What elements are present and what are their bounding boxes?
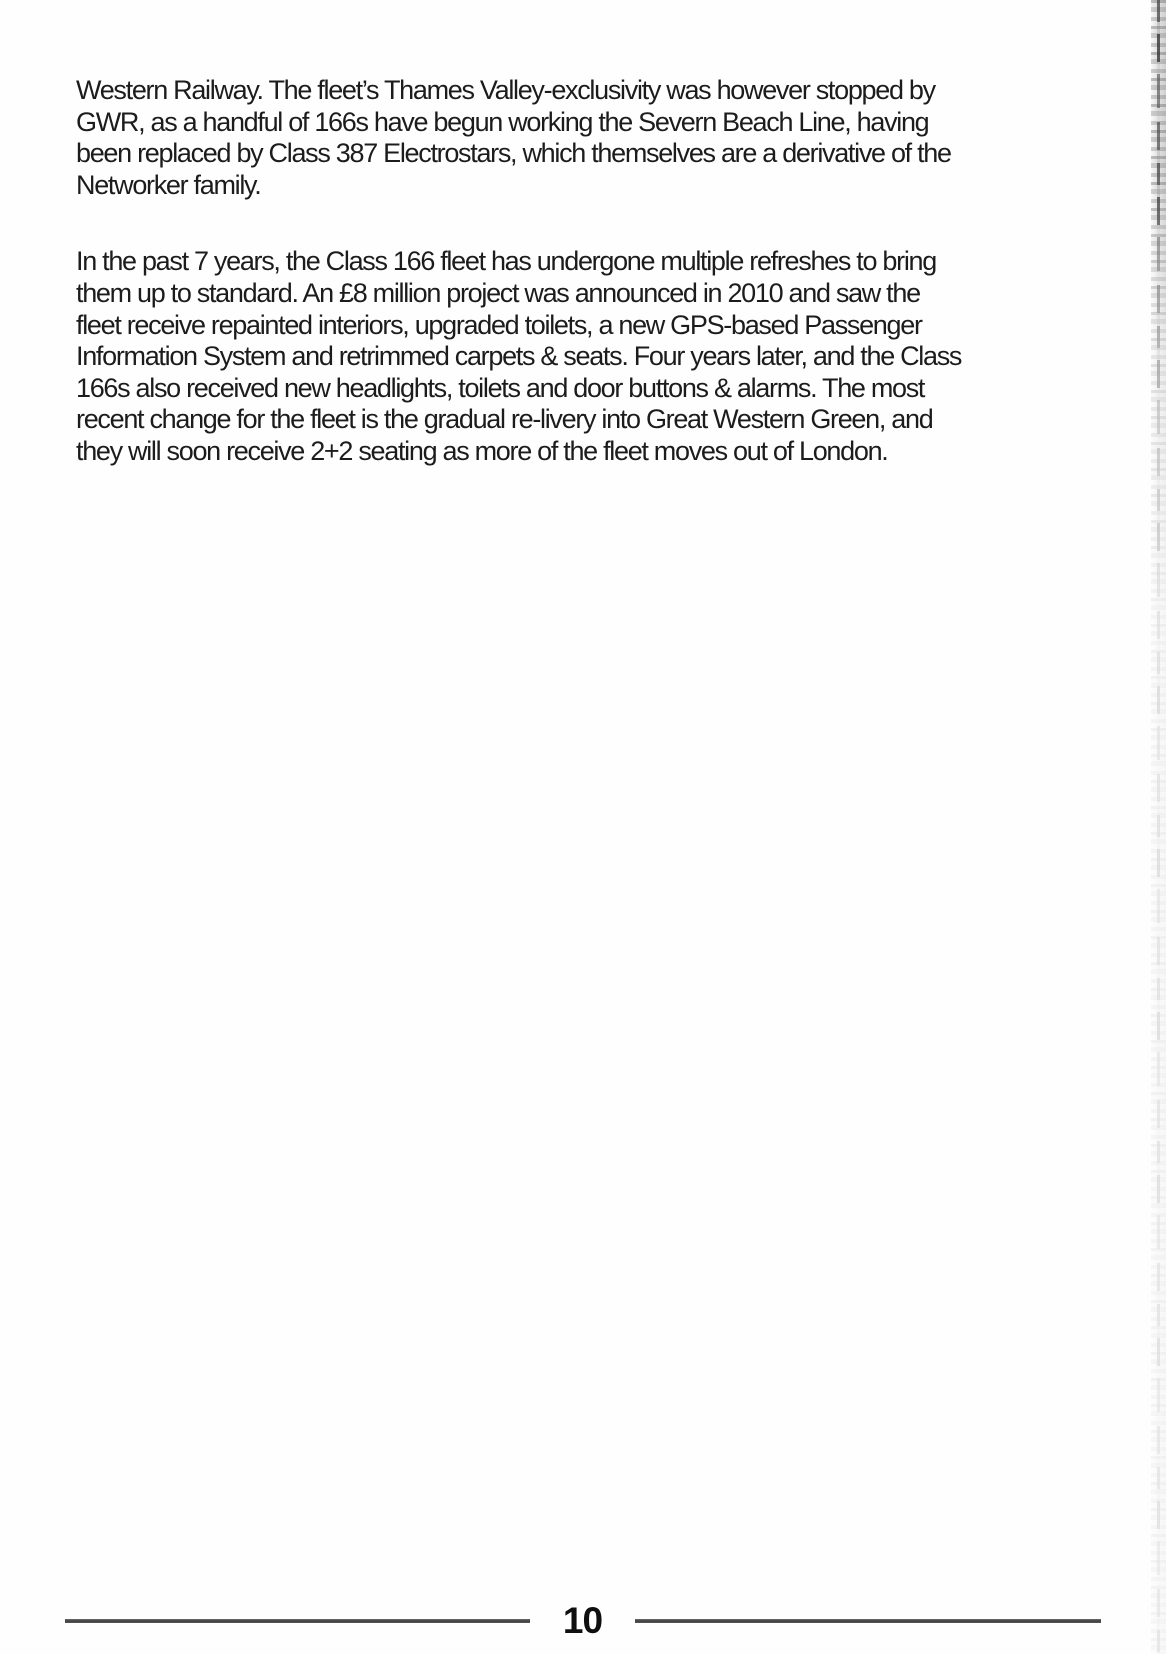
footer-rule-right [635,1619,1101,1623]
body-text [76,75,1096,468]
scan-crease-line [1157,0,1160,1654]
text-line: been replaced by Class 387 Electrostars, which themselves are a derivative of the [76,138,951,169]
paragraph-2 [76,246,1096,467]
page-number: 10 [562,1600,603,1641]
text-line: they will soon receive 2+2 seating as more of the fleet moves out of London. [76,435,888,466]
paragraph-1 [76,75,1096,201]
text-line: fleet receive repainted interiors, upgraded toilets, a new GPS-based Passenger [76,309,922,340]
text-line: them up to standard. An £8 million project was announced in 2010 and saw the [76,277,920,308]
footer-rule-left [65,1619,530,1623]
text-line: In the past 7 years, the Class 166 fleet has undergone multiple refreshes to bring [76,246,936,277]
text-line: 166s also received new headlights, toilets and door buttons & alarms. The most [76,372,925,403]
text-line: Networker family. [76,169,261,200]
page-footer [0,1598,1166,1644]
text-line: Western Railway. The fleet’s Thames Valley-exclusivity was however stopped by [76,75,935,105]
text-line: Information System and retrimmed carpets & seats. Four years later, and the Class [76,341,962,372]
scan-edge-texture [1151,0,1166,1654]
text-line: GWR, as a handful of 166s have begun working the Severn Beach Line, having [76,106,929,137]
text-line: recent change for the fleet is the gradual re-livery into Great Western Green, and [76,404,933,435]
